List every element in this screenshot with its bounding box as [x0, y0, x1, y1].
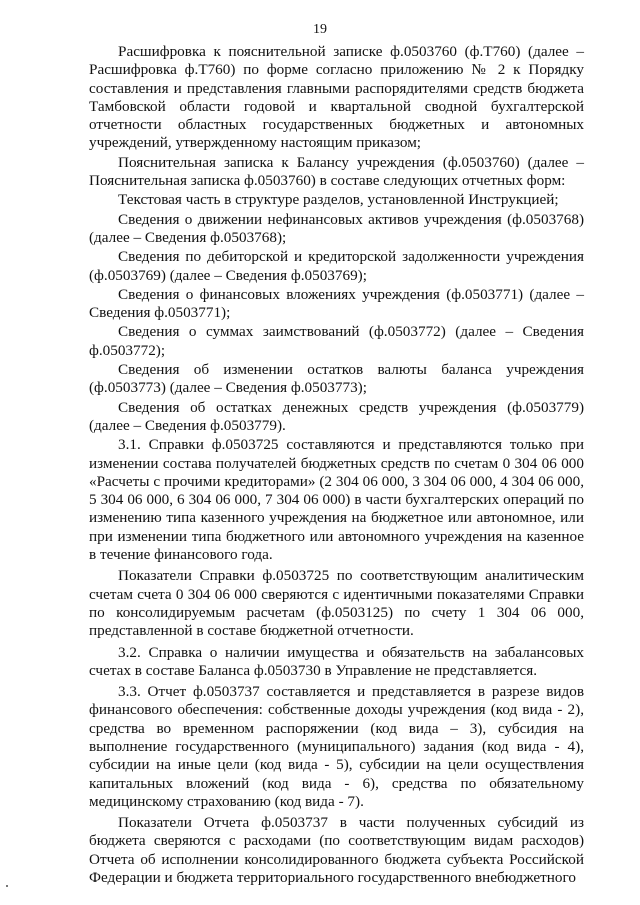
- scan-edge-mark: [6, 885, 8, 887]
- paragraph-section-3-1: 3.1. Справки ф.0503725 составляются и представляются только при изменении состава получателей бюджетных средств по счетам 0 304 06 000 «Расчеты с прочими кредиторами» (2 304 06 000, 3 304 06 000, 4 304 06 000, 5 304 06 000, 6 304 06 000, 7 304 06 000) в части бухгалтерских операций по изменению типа казенного учреждения на бюджетное или автономное, или при изменении типа бюджетного или автономного учреждения на казенное в течение финансового года.: [89, 436, 584, 564]
- paragraph-explanatory-note: Пояснительная записка к Балансу учреждения (ф.0503760) (далее – Пояснительная записка ф.0503760) в составе следующих отчетных форм:: [89, 153, 584, 190]
- paragraph-reference-0503725: Показатели Справки ф.0503725 по соответствующим аналитическим счетам счета 0 304 06 000 сверяются с идентичными показателями Справки по консолидируемым расчетам (ф.0503125) по счету 1 304 06 000, представленной в составе бюджетной отчетности.: [89, 567, 584, 640]
- paragraph-form-0503769: Сведения по дебиторской и кредиторской задолженности учреждения (ф.0503769) (далее – Сведения ф.0503769);: [89, 248, 584, 284]
- paragraph-text-part: Текстовая часть в структуре разделов, установленной Инструкцией;: [118, 191, 559, 209]
- page-number: 19: [313, 22, 327, 37]
- document-body: [89, 43, 584, 890]
- paragraph-form-0503768: Сведения о движении нефинансовых активов учреждения (ф.0503768) (далее – Сведения ф.0503768);: [89, 210, 584, 246]
- paragraph-section-3-2: 3.2. Справка о наличии имущества и обязательств на забалансовых счетах в составе Баланса ф.0503730 в Управление не представляется.: [89, 643, 584, 679]
- paragraph-report-0503737: Показатели Отчета ф.0503737 в части полученных субсидий из бюджета сверяются с расходами (по соответствующим видам расходов) Отчета об исполнении консолидированного бюджета субъекта Российской Федерации и бюджета территориального государственного внебюджетного: [89, 814, 584, 887]
- paragraph-form-0503779: Сведения об остатках денежных средств учреждения (ф.0503779) (далее – Сведения ф.0503779).: [89, 398, 584, 434]
- paragraph-section-3-3: 3.3. Отчет ф.0503737 составляется и представляется в разрезе видов финансового обеспечения: собственные доходы учреждения (код вида - 2), средства во временном распоряжении (код вида – 3), субсидия на выполнение государственного (муниципального) задания (код вида - 4), субсидии на иные цели (код вида - 5), субсидии на цели осуществления капитальных вложений (код вида - 6), средства по обязательному медицинскому страхованию (код вида - 7).: [89, 683, 584, 810]
- paragraph-form-0503773: Сведения об изменении остатков валюты баланса учреждения (ф.0503773) (далее – Сведения ф.0503773);: [89, 361, 584, 397]
- paragraph-form-0503772: Сведения о суммах заимствований (ф.0503772) (далее – Сведения ф.0503772);: [89, 323, 584, 359]
- paragraph-decoding-t760: Расшифровка к пояснительной записке ф.0503760 (ф.Т760) (далее – Расшифровка ф.Т760) по форме согласно приложению № 2 к Порядку составления и представления главными распорядителями средств бюджета Тамбовской области годовой и квартальной сводной бухгалтерской отчетности областных государственных бюджетных и автономных учреждений, утвержденному настоящим приказом;: [89, 43, 584, 152]
- paragraph-form-0503771: Сведения о финансовых вложениях учреждения (ф.0503771) (далее – Сведения ф.0503771);: [89, 285, 584, 322]
